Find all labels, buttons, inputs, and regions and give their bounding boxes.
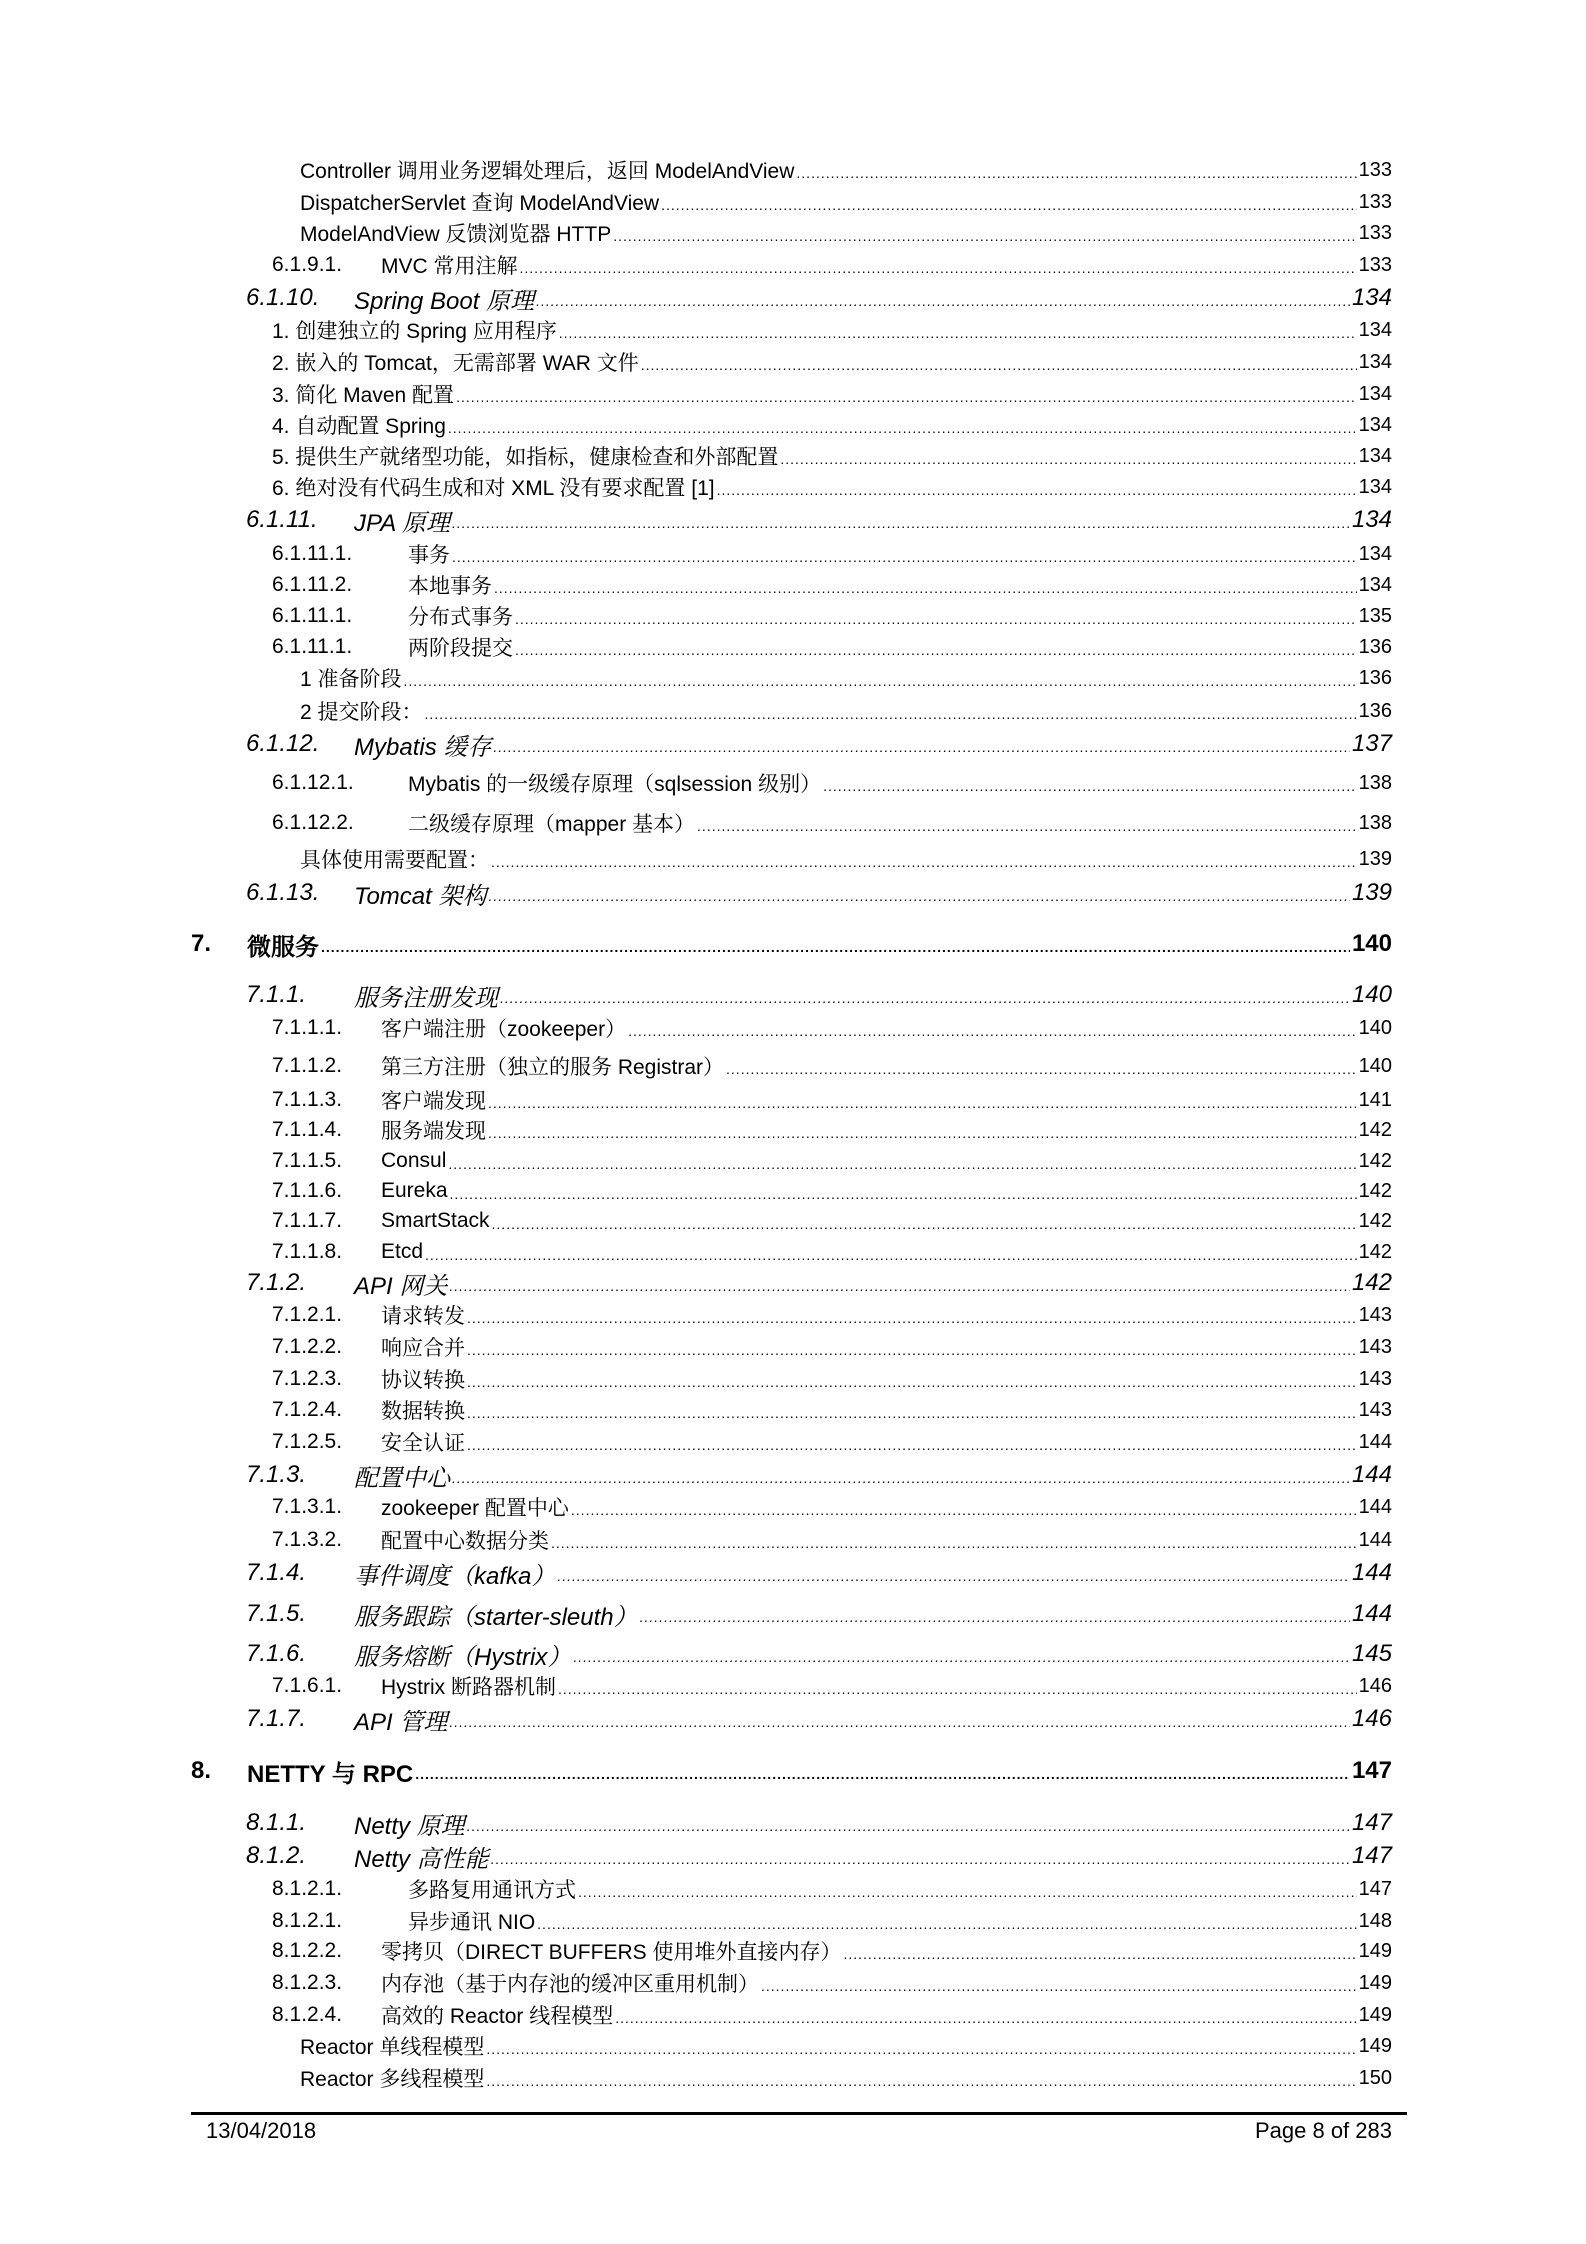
- toc-entry-page-number[interactable]: 144: [1351, 1600, 1392, 1627]
- toc-entry-page-number[interactable]: 136: [1358, 666, 1392, 689]
- dot-leader: [823, 781, 1357, 798]
- dot-leader: [452, 552, 1357, 569]
- toc-entry-page-number[interactable]: 145: [1351, 1640, 1392, 1667]
- toc-entry[interactable]: [0, 379, 1586, 409]
- toc-entry[interactable]: [0, 1115, 1586, 1145]
- toc-entry-number: 7.1.1.8.: [272, 1240, 343, 1263]
- toc-entry[interactable]: [0, 250, 1586, 280]
- toc-entry-number: 7.1.4.: [246, 1559, 307, 1586]
- toc-entry[interactable]: [0, 1146, 1586, 1176]
- toc-entry-number: 7.1.1.1.: [272, 1016, 343, 1039]
- toc-entry-page-number[interactable]: 134: [1358, 413, 1392, 436]
- toc-entry-number: 7.1.2.1.: [272, 1303, 343, 1326]
- toc-entry[interactable]: [0, 1237, 1586, 1267]
- toc-entry-page-number[interactable]: 139: [1358, 847, 1392, 870]
- toc-entry[interactable]: [0, 632, 1586, 662]
- dot-leader: [843, 1949, 1356, 1966]
- dot-leader: [537, 1919, 1356, 1936]
- dot-leader: [321, 942, 1350, 959]
- toc-entry-page-number[interactable]: 143: [1358, 1303, 1392, 1326]
- dot-leader: [467, 1377, 1357, 1394]
- toc-entry[interactable]: [0, 1936, 1586, 1966]
- toc-entry-number: 7.1.3.2.: [272, 1528, 343, 1551]
- toc-entry[interactable]: [0, 347, 1586, 377]
- toc-entry[interactable]: [0, 1558, 1586, 1588]
- toc-entry[interactable]: [0, 1395, 1586, 1425]
- dot-leader: [578, 1887, 1357, 1904]
- toc-entry-title[interactable]: 6. 绝对没有代码生成和对 XML 没有要求配置 [1]: [272, 477, 715, 500]
- toc-entry-title[interactable]: 2 提交阶段：: [300, 701, 423, 724]
- dot-leader: [613, 231, 1356, 248]
- toc-entry[interactable]: [0, 1968, 1586, 1998]
- toc-entry-title[interactable]: 配置中心数据分类: [381, 1530, 549, 1553]
- toc-entry-number: 6.1.11.1.: [272, 635, 353, 658]
- toc-entry-page-number[interactable]: 147: [1351, 1757, 1392, 1784]
- toc-entry-number: 7.1.2.: [246, 1269, 307, 1296]
- toc-entry-number: 8.1.2.: [246, 1842, 307, 1869]
- dot-leader: [515, 645, 1357, 662]
- toc-entry-number: 8.1.2.4.: [272, 2003, 343, 2026]
- toc-entry[interactable]: [0, 1085, 1586, 1115]
- dot-leader: [404, 676, 1357, 693]
- dot-leader: [449, 1717, 1350, 1734]
- dot-leader: [573, 1652, 1350, 1669]
- toc-entry-title[interactable]: 服务端发现: [381, 1120, 486, 1143]
- toc-entry[interactable]: [0, 1300, 1586, 1330]
- dot-leader: [486, 2076, 1356, 2093]
- toc-entry-title[interactable]: DispatcherServlet 查询 ModelAndView: [300, 192, 660, 215]
- toc-entry[interactable]: [0, 1427, 1586, 1457]
- toc-entry-title[interactable]: 事务: [408, 544, 450, 567]
- toc-entry-page-number[interactable]: 147: [1358, 1877, 1392, 1900]
- dot-leader: [448, 423, 1357, 440]
- toc-entry[interactable]: [0, 2031, 1586, 2061]
- toc-entry-number: 8.1.2.2.: [272, 1939, 343, 1962]
- dot-leader: [717, 485, 1357, 502]
- toc-entry-page-number[interactable]: 144: [1358, 1528, 1392, 1551]
- toc-entry-title[interactable]: Etcd: [381, 1240, 424, 1263]
- toc-entry-page-number[interactable]: 134: [1358, 318, 1392, 341]
- dot-leader: [415, 1769, 1350, 1786]
- dot-leader: [558, 1684, 1357, 1701]
- toc-entry-page-number[interactable]: 142: [1351, 1269, 1392, 1296]
- dot-leader: [492, 1219, 1357, 1236]
- toc-entry[interactable]: [0, 808, 1586, 838]
- toc-entry-number: 6.1.11.1.: [272, 604, 353, 627]
- toc-entry-title[interactable]: Mybatis 的一级缓存原理（sqlsession 级别）: [408, 773, 822, 796]
- toc-entry-title[interactable]: 配置中心: [354, 1464, 450, 1492]
- toc-entry[interactable]: [0, 1051, 1586, 1081]
- toc-entry-number: 7.1.7.: [246, 1705, 307, 1732]
- dot-leader: [515, 614, 1357, 631]
- toc-entry[interactable]: [0, 1671, 1586, 1701]
- toc-entry-page-number[interactable]: 150: [1358, 2066, 1392, 2089]
- toc-entry-title[interactable]: 客户端发现: [381, 1090, 486, 1113]
- toc-entry-number: 7.1.5.: [246, 1600, 307, 1627]
- toc-entry-page-number[interactable]: 147: [1351, 1842, 1392, 1869]
- toc-entry-number: 7.1.3.1.: [272, 1495, 343, 1518]
- dot-leader: [780, 454, 1356, 471]
- toc-entry[interactable]: [0, 2063, 1586, 2093]
- toc-entry-number: 8.1.1.: [246, 1809, 307, 1836]
- toc-entry[interactable]: [0, 1639, 1586, 1669]
- dot-leader: [571, 1505, 1357, 1522]
- toc-entry-title[interactable]: 服务熔断（Hystrix）: [354, 1643, 572, 1671]
- toc-entry-title[interactable]: Controller 调用业务逻辑处理后，返回 ModelAndView: [300, 160, 795, 183]
- toc-entry-page-number[interactable]: 134: [1358, 573, 1392, 596]
- dot-leader: [557, 1571, 1350, 1588]
- dot-leader: [486, 2044, 1356, 2061]
- toc-entry-page-number[interactable]: 138: [1358, 771, 1392, 794]
- toc-entry-title[interactable]: 具体使用需要配置：: [300, 849, 489, 872]
- toc-entry-title[interactable]: Reactor 单线程模型: [300, 2036, 485, 2059]
- dot-leader: [425, 709, 1357, 726]
- dot-leader: [456, 392, 1357, 409]
- dot-leader: [491, 857, 1357, 874]
- toc-entry-number: 7.1.1.6.: [272, 1179, 343, 1202]
- toc-entry-number: 6.1.11.: [246, 506, 318, 533]
- dot-leader: [493, 742, 1350, 759]
- toc-entry[interactable]: [0, 187, 1586, 217]
- toc-entry-page-number[interactable]: 133: [1358, 190, 1392, 213]
- toc-entry-number: 7.1.1.7.: [272, 1209, 343, 1232]
- dot-leader: [467, 1345, 1357, 1362]
- toc-entry-title[interactable]: 3. 简化 Maven 配置: [272, 384, 455, 407]
- toc-entry-page-number[interactable]: 149: [1358, 1971, 1392, 1994]
- dot-leader: [488, 1128, 1357, 1145]
- toc-entry[interactable]: [0, 539, 1586, 569]
- dot-leader: [494, 583, 1357, 600]
- dot-leader: [697, 821, 1357, 838]
- toc-entry[interactable]: [0, 441, 1586, 471]
- toc-entry-page-number[interactable]: 142: [1358, 1179, 1392, 1202]
- toc-entry-page-number[interactable]: 134: [1351, 506, 1392, 533]
- dot-leader: [726, 1064, 1357, 1081]
- toc-entry-title[interactable]: 安全认证: [381, 1432, 465, 1455]
- toc-entry-number: 8.1.2.1.: [272, 1877, 343, 1900]
- dot-leader: [536, 296, 1350, 313]
- toc-entry-number: 6.1.12.1.: [272, 771, 354, 794]
- toc-entry[interactable]: [0, 1808, 1586, 1838]
- toc-entry[interactable]: [0, 696, 1586, 726]
- dot-leader: [661, 200, 1357, 217]
- toc-entry-title[interactable]: 5. 提供生产就绪型功能，如指标，健康检查和外部配置: [272, 446, 779, 469]
- toc-entry-page-number[interactable]: 134: [1358, 382, 1392, 405]
- toc-entry[interactable]: [0, 315, 1586, 345]
- toc-entry-page-number[interactable]: 149: [1358, 2003, 1392, 2026]
- toc-entry-title[interactable]: 数据转换: [381, 1400, 465, 1423]
- toc-entry-number: 6.1.12.2.: [272, 811, 354, 834]
- toc-entry-title[interactable]: zookeeper 配置中心: [381, 1497, 569, 1520]
- toc-entry-number: 7.1.1.2.: [272, 1054, 343, 1077]
- toc-entry-page-number[interactable]: 140: [1351, 930, 1392, 957]
- toc-entry-page-number[interactable]: 141: [1358, 1088, 1392, 1111]
- toc-entry-number: 6.1.12.: [246, 730, 320, 757]
- toc-entry[interactable]: [0, 472, 1586, 502]
- toc-entry-page-number[interactable]: 136: [1358, 699, 1392, 722]
- toc-entry-number: 7.1.3.: [246, 1461, 307, 1488]
- dot-leader: [640, 1612, 1350, 1629]
- toc-entry-title[interactable]: 第三方注册（独立的服务 Registrar）: [381, 1056, 725, 1079]
- toc-entry-page-number[interactable]: 143: [1358, 1367, 1392, 1390]
- dot-leader: [500, 993, 1350, 1010]
- toc-entry-number: 8.1.2.1.: [272, 1909, 343, 1932]
- dot-leader: [641, 360, 1357, 377]
- toc-entry-title[interactable]: 1. 创建独立的 Spring 应用程序: [272, 320, 557, 343]
- toc-entry-page-number[interactable]: 143: [1358, 1398, 1392, 1421]
- dot-leader: [761, 1981, 1357, 1998]
- toc-entry-title[interactable]: NETTY 与 RPC: [247, 1760, 414, 1788]
- toc-entry[interactable]: [0, 1268, 1586, 1298]
- toc-entry[interactable]: [0, 729, 1586, 759]
- dot-leader: [796, 168, 1356, 185]
- toc-entry-title[interactable]: API 网关: [354, 1272, 448, 1300]
- toc-entry-title[interactable]: 客户端注册（zookeeper）: [381, 1018, 627, 1041]
- toc-entry[interactable]: [0, 410, 1586, 440]
- toc-entry-number: 7.1.2.5.: [272, 1430, 343, 1453]
- toc-entry-page-number[interactable]: 146: [1351, 1705, 1392, 1732]
- toc-entry-title[interactable]: Consul: [381, 1149, 447, 1172]
- toc-entry[interactable]: [0, 768, 1586, 798]
- toc-entry-title[interactable]: 高效的 Reactor 线程模型: [381, 2005, 614, 2028]
- toc-entry-page-number[interactable]: 138: [1358, 811, 1392, 834]
- toc-entry-page-number[interactable]: 133: [1358, 253, 1392, 276]
- toc-entry-page-number[interactable]: 140: [1358, 1054, 1392, 1077]
- toc-entry-title[interactable]: 内存池（基于内存池的缓冲区重用机制）: [381, 1973, 759, 1996]
- toc-entry-title[interactable]: Netty 高性能: [354, 1845, 489, 1873]
- toc-entry-page-number[interactable]: 137: [1351, 730, 1392, 757]
- toc-entry[interactable]: [0, 283, 1586, 313]
- toc-entry[interactable]: [0, 1704, 1586, 1734]
- toc-entry-page-number[interactable]: 140: [1358, 1016, 1392, 1039]
- toc-entry[interactable]: [0, 878, 1586, 908]
- toc-entry[interactable]: [0, 1332, 1586, 1362]
- toc-entry-page-number[interactable]: 134: [1358, 542, 1392, 565]
- toc-entry-title[interactable]: 异步通讯 NIO: [408, 1911, 536, 1934]
- dot-leader: [615, 2013, 1356, 2030]
- toc-entry[interactable]: [0, 1874, 1586, 1904]
- toc-entry-title[interactable]: 零拷贝（DIRECT BUFFERS 使用堆外直接内存）: [381, 1941, 842, 1964]
- toc-entry-page-number[interactable]: 134: [1358, 475, 1392, 498]
- toc-entry[interactable]: [0, 1492, 1586, 1522]
- toc-entry-number: 7.1.6.1.: [272, 1674, 343, 1697]
- toc-entry-number: 7.1.1.: [246, 981, 307, 1008]
- toc-entry[interactable]: [0, 218, 1586, 248]
- dot-leader: [452, 518, 1350, 535]
- toc-entry-page-number[interactable]: 133: [1358, 221, 1392, 244]
- toc-entry-page-number[interactable]: 142: [1358, 1118, 1392, 1141]
- toc-entry-page-number[interactable]: 135: [1358, 604, 1392, 627]
- toc-entry-title[interactable]: 二级缓存原理（mapper 基本）: [408, 813, 696, 836]
- footer-date: 13/04/2018: [206, 2118, 317, 2143]
- dot-leader: [467, 1313, 1357, 1330]
- toc-entry-number: 7.1.2.4.: [272, 1398, 343, 1421]
- toc-entry-title[interactable]: Eureka: [381, 1179, 448, 1202]
- toc-entry-page-number[interactable]: 133: [1358, 158, 1392, 181]
- dot-leader: [628, 1026, 1357, 1043]
- toc-entry[interactable]: [0, 570, 1586, 600]
- toc-entry-page-number[interactable]: 147: [1351, 1809, 1392, 1836]
- footer-page-number: Page 8 of 283: [1254, 2118, 1392, 2143]
- toc-entry-number: 8.1.2.3.: [272, 1971, 343, 1994]
- toc-entry-title[interactable]: 两阶段提交: [408, 637, 513, 660]
- toc-entry-number: 6.1.13.: [246, 879, 320, 906]
- toc-entry-title[interactable]: Mybatis 缓存: [354, 733, 492, 761]
- toc-entry-page-number[interactable]: 144: [1358, 1495, 1392, 1518]
- toc-entry[interactable]: [0, 1460, 1586, 1490]
- toc-chapter-entry[interactable]: [0, 929, 1586, 959]
- toc-entry-page-number[interactable]: 144: [1358, 1430, 1392, 1453]
- toc-entry-title[interactable]: MVC 常用注解: [381, 255, 518, 278]
- toc-entry-number: 7.1.2.3.: [272, 1367, 343, 1390]
- toc-entry[interactable]: [0, 1013, 1586, 1043]
- toc-entry[interactable]: [0, 1176, 1586, 1206]
- dot-leader: [488, 1098, 1357, 1115]
- toc-entry-number: 6.1.11.2.: [272, 573, 353, 596]
- toc-entry-page-number[interactable]: 134: [1358, 350, 1392, 373]
- toc-chapter-entry[interactable]: [0, 1756, 1586, 1786]
- toc-entry-title[interactable]: 本地事务: [408, 575, 492, 598]
- toc-entry-page-number[interactable]: 142: [1358, 1209, 1392, 1232]
- toc-entry-title[interactable]: 微服务: [247, 933, 319, 961]
- toc-entry-page-number[interactable]: 144: [1351, 1461, 1392, 1488]
- toc-entry[interactable]: [0, 844, 1586, 874]
- toc-entry-title[interactable]: ModelAndView 反馈浏览器 HTTP: [300, 223, 612, 246]
- footer-divider: [191, 2112, 1407, 2115]
- toc-entry-number: 6.1.11.1.: [272, 542, 353, 565]
- dot-leader: [467, 1440, 1357, 1457]
- toc-entry-page-number[interactable]: 134: [1358, 444, 1392, 467]
- toc-entry[interactable]: [0, 505, 1586, 535]
- toc-entry-title[interactable]: 请求转发: [381, 1305, 465, 1328]
- toc-entry-page-number[interactable]: 139: [1351, 879, 1392, 906]
- toc-entry[interactable]: [0, 1841, 1586, 1871]
- dot-leader: [520, 263, 1357, 280]
- toc-entry-number: 7.1.1.5.: [272, 1149, 343, 1172]
- toc-entry[interactable]: [0, 1364, 1586, 1394]
- dot-leader: [450, 1189, 1357, 1206]
- toc-entry-title[interactable]: Netty 原理: [354, 1812, 465, 1840]
- toc-entry-title[interactable]: API 管理: [354, 1708, 448, 1736]
- toc-entry-title[interactable]: 协议转换: [381, 1369, 465, 1392]
- toc-entry-title[interactable]: SmartStack: [381, 1209, 490, 1232]
- toc-entry-page-number[interactable]: 134: [1351, 284, 1392, 311]
- toc-entry-page-number[interactable]: 143: [1358, 1335, 1392, 1358]
- toc-entry-title[interactable]: 分布式事务: [408, 606, 513, 629]
- toc-entry-page-number[interactable]: 146: [1358, 1674, 1392, 1697]
- toc-entry[interactable]: [0, 601, 1586, 631]
- dot-leader: [449, 1281, 1350, 1298]
- toc-entry[interactable]: [0, 1599, 1586, 1629]
- dot-leader: [551, 1538, 1357, 1555]
- toc-entry-number: 8.: [191, 1757, 212, 1784]
- toc-entry[interactable]: [0, 1525, 1586, 1555]
- toc-entry-page-number[interactable]: 140: [1351, 981, 1392, 1008]
- toc-entry-title[interactable]: 服务跟踪（starter-sleuth）: [354, 1603, 638, 1631]
- toc-entry[interactable]: [0, 2000, 1586, 2030]
- toc-entry-title[interactable]: Reactor 多线程模型: [300, 2068, 485, 2091]
- toc-entry[interactable]: [0, 663, 1586, 693]
- toc-entry-page-number[interactable]: 142: [1358, 1149, 1392, 1172]
- dot-leader: [559, 328, 1357, 345]
- dot-leader: [488, 891, 1349, 908]
- dot-leader: [448, 1159, 1356, 1176]
- toc-entry[interactable]: [0, 980, 1586, 1010]
- toc-entry-page-number[interactable]: 136: [1358, 635, 1392, 658]
- toc-entry-number: 7.1.2.2.: [272, 1335, 343, 1358]
- toc-entry-title[interactable]: Hystrix 断路器机制: [381, 1676, 556, 1699]
- toc-entry-page-number[interactable]: 149: [1358, 2034, 1392, 2057]
- toc-entry-title[interactable]: JPA 原理: [354, 509, 451, 537]
- dot-leader: [467, 1821, 1350, 1838]
- dot-leader: [467, 1408, 1357, 1425]
- toc-entry-title[interactable]: 2. 嵌入的 Tomcat，无需部署 WAR 文件: [272, 352, 639, 375]
- toc-entry-page-number[interactable]: 142: [1358, 1240, 1392, 1263]
- toc-entry[interactable]: [0, 155, 1586, 185]
- dot-leader: [425, 1250, 1357, 1267]
- toc-entry-title[interactable]: 多路复用通讯方式: [408, 1879, 576, 1902]
- toc-entry-title[interactable]: 1 准备阶段: [300, 668, 402, 691]
- toc-entry-number: 7.1.6.: [246, 1640, 307, 1667]
- toc-entry-page-number[interactable]: 149: [1358, 1939, 1392, 1962]
- toc-entry-title[interactable]: Tomcat 架构: [354, 882, 487, 910]
- toc-entry-title[interactable]: Spring Boot 原理: [354, 287, 535, 315]
- toc-entry-title[interactable]: 服务注册发现: [354, 984, 498, 1012]
- toc-entry[interactable]: [0, 1906, 1586, 1936]
- toc-entry-number: 6.1.9.1.: [272, 253, 343, 276]
- toc-entry-number: 7.1.1.3.: [272, 1088, 343, 1111]
- toc-entry-number: 6.1.10.: [246, 284, 320, 311]
- dot-leader: [491, 1854, 1350, 1871]
- toc-entry-page-number[interactable]: 144: [1351, 1559, 1392, 1586]
- toc-entry-title[interactable]: 4. 自动配置 Spring: [272, 415, 446, 438]
- dot-leader: [452, 1473, 1350, 1490]
- toc-entry-number: 7.1.1.4.: [272, 1118, 343, 1141]
- toc-entry-title[interactable]: 响应合并: [381, 1337, 465, 1360]
- toc-entry-number: 7.: [191, 930, 212, 957]
- toc-entry-title[interactable]: 事件调度（kafka）: [354, 1562, 556, 1590]
- toc-entry-page-number[interactable]: 148: [1358, 1909, 1392, 1932]
- toc-entry[interactable]: [0, 1206, 1586, 1236]
